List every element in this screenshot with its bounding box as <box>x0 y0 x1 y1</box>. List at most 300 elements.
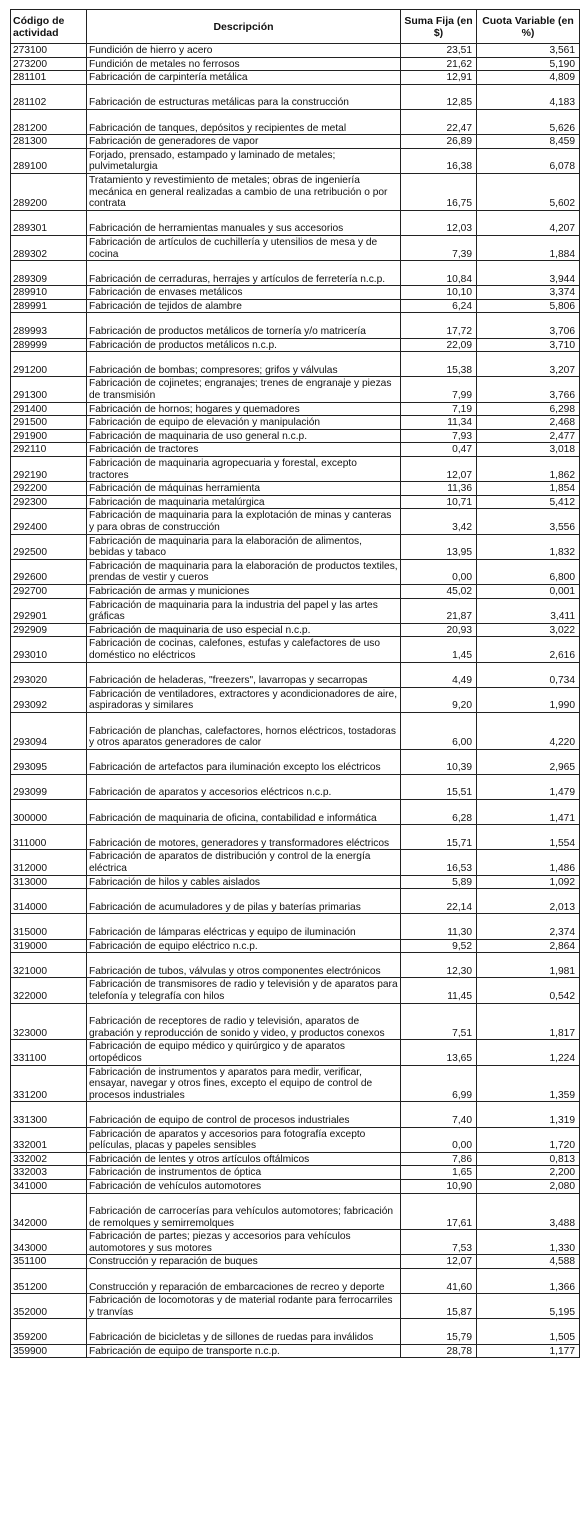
cell-descripcion: Fabricación de envases metálicos <box>87 286 401 300</box>
cell-descripcion: Fabricación de máquinas herramienta <box>87 482 401 496</box>
cell-descripcion: Fabricación de instrumentos y aparatos para medir, verificar, ensayar, navegar y otros fines, excepto el equipo de control de procesos industriales <box>87 1065 401 1102</box>
cell-cuota-variable: 0,813 <box>477 1152 580 1166</box>
cell-suma-fija: 4,49 <box>401 662 477 687</box>
table-row <box>11 416 580 430</box>
cell-codigo: 289991 <box>11 299 87 313</box>
cell-descripcion: Fabricación de equipo de transporte n.c.p. <box>87 1344 401 1358</box>
table-row <box>11 914 580 939</box>
cell-cuota-variable: 1,471 <box>477 800 580 825</box>
cell-cuota-variable: 1,990 <box>477 687 580 712</box>
cell-suma-fija: 20,93 <box>401 623 477 637</box>
cell-codigo: 332003 <box>11 1166 87 1180</box>
cell-codigo: 292700 <box>11 584 87 598</box>
cell-descripcion: Fabricación de maquinaria de uso general n.c.p. <box>87 429 401 443</box>
cell-cuota-variable: 3,710 <box>477 338 580 352</box>
table-row <box>11 299 580 313</box>
cell-cuota-variable: 3,022 <box>477 623 580 637</box>
cell-codigo: 351200 <box>11 1269 87 1294</box>
cell-cuota-variable: 6,298 <box>477 402 580 416</box>
cell-descripcion: Fabricación de cocinas, calefones, estufas y calefactores de uso doméstico no eléctricos <box>87 637 401 662</box>
cell-codigo: 293094 <box>11 712 87 749</box>
table-body <box>11 44 580 1358</box>
document-page <box>10 9 579 1358</box>
table-row <box>11 57 580 71</box>
cell-codigo: 300000 <box>11 800 87 825</box>
cell-codigo: 292400 <box>11 509 87 534</box>
cell-suma-fija: 1,65 <box>401 1166 477 1180</box>
cell-suma-fija: 16,38 <box>401 148 477 173</box>
cell-codigo: 292190 <box>11 457 87 482</box>
cell-cuota-variable: 4,588 <box>477 1255 580 1269</box>
cell-suma-fija: 6,24 <box>401 299 477 313</box>
cell-codigo: 352000 <box>11 1294 87 1319</box>
cell-descripcion: Fabricación de productos metálicos n.c.p. <box>87 338 401 352</box>
cell-descripcion: Fabricación de hilos y cables aislados <box>87 875 401 889</box>
cell-descripcion: Fabricación de carpintería metálica <box>87 71 401 85</box>
cell-cuota-variable: 5,806 <box>477 299 580 313</box>
table-row <box>11 1255 580 1269</box>
cell-suma-fija: 41,60 <box>401 1269 477 1294</box>
cell-codigo: 293095 <box>11 749 87 774</box>
table-row <box>11 584 580 598</box>
cell-codigo: 331300 <box>11 1102 87 1127</box>
cell-codigo: 292110 <box>11 443 87 457</box>
table-row <box>11 978 580 1003</box>
table-row <box>11 1040 580 1065</box>
table-row <box>11 1102 580 1127</box>
cell-cuota-variable: 1,486 <box>477 850 580 875</box>
cell-descripcion: Fabricación de carrocerías para vehículos automotores; fabricación de remolques y semirremolques <box>87 1193 401 1230</box>
cell-cuota-variable: 3,556 <box>477 509 580 534</box>
cell-suma-fija: 13,65 <box>401 1040 477 1065</box>
cell-codigo: 312000 <box>11 850 87 875</box>
cell-codigo: 289993 <box>11 313 87 338</box>
cell-descripcion: Fabricación de tractores <box>87 443 401 457</box>
cell-cuota-variable: 2,374 <box>477 914 580 939</box>
table-row <box>11 1230 580 1255</box>
table-row <box>11 1193 580 1230</box>
cell-codigo: 292901 <box>11 598 87 623</box>
cell-descripcion: Fabricación de tanques, depósitos y recipientes de metal <box>87 109 401 134</box>
table-row <box>11 352 580 377</box>
cell-descripcion: Fabricación de transmisores de radio y televisión y de aparatos para telefonía y telegrafía con hilos <box>87 978 401 1003</box>
table-row <box>11 1152 580 1166</box>
cell-cuota-variable: 3,706 <box>477 313 580 338</box>
cell-descripcion: Fabricación de heladeras, "freezers", lavarropas y secarropas <box>87 662 401 687</box>
cell-codigo: 319000 <box>11 939 87 953</box>
cell-descripcion: Tratamiento y revestimiento de metales; obras de ingeniería mecánica en general realizadas a cambio de una retribución o por contrata <box>87 173 401 210</box>
cell-suma-fija: 6,99 <box>401 1065 477 1102</box>
cell-suma-fija: 11,34 <box>401 416 477 430</box>
cell-cuota-variable: 0,734 <box>477 662 580 687</box>
cell-codigo: 332001 <box>11 1127 87 1152</box>
cell-cuota-variable: 2,616 <box>477 637 580 662</box>
cell-descripcion: Fabricación de equipo de elevación y manipulación <box>87 416 401 430</box>
cell-descripcion: Fundición de hierro y acero <box>87 44 401 58</box>
table-row <box>11 429 580 443</box>
cell-codigo: 289200 <box>11 173 87 210</box>
cell-suma-fija: 12,07 <box>401 1255 477 1269</box>
cell-cuota-variable: 3,374 <box>477 286 580 300</box>
cell-codigo: 322000 <box>11 978 87 1003</box>
cell-cuota-variable: 2,013 <box>477 889 580 914</box>
cell-descripcion: Fabricación de maquinaria de uso especial n.c.p. <box>87 623 401 637</box>
cell-codigo: 289302 <box>11 235 87 260</box>
table-row <box>11 1065 580 1102</box>
cell-suma-fija: 22,09 <box>401 338 477 352</box>
table-row <box>11 509 580 534</box>
cell-suma-fija: 3,42 <box>401 509 477 534</box>
cell-codigo: 292500 <box>11 534 87 559</box>
table-row <box>11 939 580 953</box>
cell-codigo: 292600 <box>11 559 87 584</box>
table-row <box>11 313 580 338</box>
cell-suma-fija: 9,52 <box>401 939 477 953</box>
cell-codigo: 291500 <box>11 416 87 430</box>
activity-rates-table <box>10 9 580 1358</box>
cell-descripcion: Fabricación de cerraduras, herrajes y artículos de ferretería n.c.p. <box>87 261 401 286</box>
cell-cuota-variable: 5,190 <box>477 57 580 71</box>
cell-suma-fija: 15,87 <box>401 1294 477 1319</box>
cell-codigo: 289309 <box>11 261 87 286</box>
cell-suma-fija: 10,10 <box>401 286 477 300</box>
cell-cuota-variable: 1,832 <box>477 534 580 559</box>
cell-descripcion: Fabricación de maquinaria metalúrgica <box>87 495 401 509</box>
cell-suma-fija: 12,30 <box>401 953 477 978</box>
cell-cuota-variable: 4,207 <box>477 210 580 235</box>
cell-suma-fija: 7,86 <box>401 1152 477 1166</box>
table-row <box>11 44 580 58</box>
header-cuota-variable: Cuota Variable (en %) <box>477 10 580 44</box>
table-row <box>11 687 580 712</box>
cell-descripcion: Fabricación de bicicletas y de sillones de ruedas para inválidos <box>87 1319 401 1344</box>
cell-cuota-variable: 2,080 <box>477 1179 580 1193</box>
cell-suma-fija: 10,39 <box>401 749 477 774</box>
cell-descripcion: Fabricación de motores, generadores y transformadores eléctricos <box>87 825 401 850</box>
cell-descripcion: Fabricación de lámparas eléctricas y equipo de iluminación <box>87 914 401 939</box>
cell-cuota-variable: 1,330 <box>477 1230 580 1255</box>
cell-cuota-variable: 0,542 <box>477 978 580 1003</box>
cell-descripcion: Fabricación de maquinaria agropecuaria y forestal, excepto tractores <box>87 457 401 482</box>
cell-codigo: 313000 <box>11 875 87 889</box>
cell-codigo: 315000 <box>11 914 87 939</box>
cell-descripcion: Fabricación de equipo eléctrico n.c.p. <box>87 939 401 953</box>
table-row <box>11 71 580 85</box>
table-row <box>11 109 580 134</box>
cell-codigo: 281101 <box>11 71 87 85</box>
table-row <box>11 800 580 825</box>
cell-suma-fija: 15,38 <box>401 352 477 377</box>
cell-suma-fija: 7,51 <box>401 1003 477 1040</box>
cell-descripcion: Fabricación de equipo de control de procesos industriales <box>87 1102 401 1127</box>
cell-suma-fija: 0,00 <box>401 559 477 584</box>
table-row <box>11 495 580 509</box>
cell-cuota-variable: 5,195 <box>477 1294 580 1319</box>
cell-cuota-variable: 1,854 <box>477 482 580 496</box>
cell-descripcion: Fabricación de acumuladores y de pilas y baterías primarias <box>87 889 401 914</box>
table-row <box>11 559 580 584</box>
cell-cuota-variable: 1,554 <box>477 825 580 850</box>
cell-suma-fija: 23,51 <box>401 44 477 58</box>
cell-suma-fija: 12,91 <box>401 71 477 85</box>
cell-suma-fija: 21,87 <box>401 598 477 623</box>
cell-suma-fija: 17,61 <box>401 1193 477 1230</box>
cell-suma-fija: 0,47 <box>401 443 477 457</box>
table-row <box>11 534 580 559</box>
cell-suma-fija: 7,99 <box>401 377 477 402</box>
table-row <box>11 457 580 482</box>
cell-descripcion: Fabricación de maquinaria para la industria del papel y las artes gráficas <box>87 598 401 623</box>
cell-cuota-variable: 6,078 <box>477 148 580 173</box>
cell-cuota-variable: 1,224 <box>477 1040 580 1065</box>
table-row <box>11 173 580 210</box>
cell-descripcion: Fabricación de receptores de radio y televisión, aparatos de grabación y reproducción de sonido y video, y productos conexos <box>87 1003 401 1040</box>
cell-codigo: 359900 <box>11 1344 87 1358</box>
cell-suma-fija: 45,02 <box>401 584 477 598</box>
cell-suma-fija: 10,90 <box>401 1179 477 1193</box>
cell-codigo: 289100 <box>11 148 87 173</box>
table-row <box>11 1179 580 1193</box>
cell-cuota-variable: 1,720 <box>477 1127 580 1152</box>
cell-descripcion: Fabricación de herramientas manuales y sus accesorios <box>87 210 401 235</box>
cell-cuota-variable: 1,884 <box>477 235 580 260</box>
table-row <box>11 662 580 687</box>
cell-suma-fija: 7,39 <box>401 235 477 260</box>
cell-cuota-variable: 2,477 <box>477 429 580 443</box>
cell-codigo: 332002 <box>11 1152 87 1166</box>
table-row <box>11 1319 580 1344</box>
cell-cuota-variable: 2,200 <box>477 1166 580 1180</box>
cell-cuota-variable: 1,319 <box>477 1102 580 1127</box>
cell-codigo: 293020 <box>11 662 87 687</box>
cell-codigo: 291200 <box>11 352 87 377</box>
cell-descripcion: Fabricación de cojinetes; engranajes; trenes de engranaje y piezas de transmisión <box>87 377 401 402</box>
header-descripcion: Descripción <box>87 10 401 44</box>
cell-suma-fija: 11,30 <box>401 914 477 939</box>
table-row <box>11 148 580 173</box>
table-row <box>11 598 580 623</box>
cell-cuota-variable: 4,220 <box>477 712 580 749</box>
cell-cuota-variable: 5,626 <box>477 109 580 134</box>
header-codigo: Código de actividad <box>11 10 87 44</box>
table-row <box>11 637 580 662</box>
cell-cuota-variable: 8,459 <box>477 135 580 149</box>
table-row <box>11 712 580 749</box>
cell-suma-fija: 12,07 <box>401 457 477 482</box>
cell-codigo: 289301 <box>11 210 87 235</box>
cell-codigo: 311000 <box>11 825 87 850</box>
cell-suma-fija: 17,72 <box>401 313 477 338</box>
cell-suma-fija: 1,45 <box>401 637 477 662</box>
cell-cuota-variable: 6,800 <box>477 559 580 584</box>
cell-codigo: 281200 <box>11 109 87 134</box>
cell-codigo: 293099 <box>11 774 87 799</box>
table-row <box>11 825 580 850</box>
cell-suma-fija: 12,85 <box>401 84 477 109</box>
cell-cuota-variable: 4,183 <box>477 84 580 109</box>
cell-suma-fija: 13,95 <box>401 534 477 559</box>
table-row <box>11 623 580 637</box>
table-row <box>11 235 580 260</box>
table-row <box>11 135 580 149</box>
cell-descripcion: Construcción y reparación de embarcaciones de recreo y deporte <box>87 1269 401 1294</box>
cell-codigo: 281300 <box>11 135 87 149</box>
table-row <box>11 889 580 914</box>
table-row <box>11 261 580 286</box>
cell-codigo: 273200 <box>11 57 87 71</box>
cell-cuota-variable: 1,366 <box>477 1269 580 1294</box>
cell-cuota-variable: 3,018 <box>477 443 580 457</box>
cell-descripcion: Fabricación de aparatos y accesorios eléctricos n.c.p. <box>87 774 401 799</box>
cell-cuota-variable: 3,207 <box>477 352 580 377</box>
cell-suma-fija: 7,19 <box>401 402 477 416</box>
table-row <box>11 402 580 416</box>
table-row <box>11 84 580 109</box>
cell-codigo: 331100 <box>11 1040 87 1065</box>
table-row <box>11 286 580 300</box>
cell-cuota-variable: 1,817 <box>477 1003 580 1040</box>
cell-cuota-variable: 5,602 <box>477 173 580 210</box>
cell-codigo: 343000 <box>11 1230 87 1255</box>
cell-cuota-variable: 3,766 <box>477 377 580 402</box>
cell-cuota-variable: 5,412 <box>477 495 580 509</box>
cell-suma-fija: 10,71 <box>401 495 477 509</box>
cell-codigo: 291300 <box>11 377 87 402</box>
cell-descripcion: Forjado, prensado, estampado y laminado de metales; pulvimetalurgia <box>87 148 401 173</box>
cell-cuota-variable: 3,944 <box>477 261 580 286</box>
table-row <box>11 875 580 889</box>
table-row <box>11 210 580 235</box>
cell-suma-fija: 16,75 <box>401 173 477 210</box>
cell-cuota-variable: 1,981 <box>477 953 580 978</box>
cell-codigo: 291900 <box>11 429 87 443</box>
cell-descripcion: Fabricación de artículos de cuchillería y utensilios de mesa y de cocina <box>87 235 401 260</box>
cell-descripcion: Fabricación de lentes y otros artículos oftálmicos <box>87 1152 401 1166</box>
table-row <box>11 749 580 774</box>
table-row <box>11 1294 580 1319</box>
cell-cuota-variable: 2,965 <box>477 749 580 774</box>
cell-cuota-variable: 0,001 <box>477 584 580 598</box>
cell-codigo: 331200 <box>11 1065 87 1102</box>
table-row <box>11 850 580 875</box>
cell-descripcion: Fabricación de estructuras metálicas para la construcción <box>87 84 401 109</box>
cell-suma-fija: 11,45 <box>401 978 477 1003</box>
cell-suma-fija: 9,20 <box>401 687 477 712</box>
cell-codigo: 323000 <box>11 1003 87 1040</box>
cell-descripcion: Fabricación de locomotoras y de material rodante para ferrocarriles y tranvías <box>87 1294 401 1319</box>
cell-cuota-variable: 1,177 <box>477 1344 580 1358</box>
cell-cuota-variable: 1,092 <box>477 875 580 889</box>
cell-codigo: 289910 <box>11 286 87 300</box>
cell-descripcion: Fabricación de ventiladores, extractores y acondicionadores de aire, aspiradoras y similares <box>87 687 401 712</box>
cell-suma-fija: 7,40 <box>401 1102 477 1127</box>
table-row <box>11 482 580 496</box>
cell-cuota-variable: 1,505 <box>477 1319 580 1344</box>
table-header-row <box>11 10 580 44</box>
header-suma-fija: Suma Fija (en $) <box>401 10 477 44</box>
table-row <box>11 1003 580 1040</box>
cell-suma-fija: 12,03 <box>401 210 477 235</box>
cell-suma-fija: 6,00 <box>401 712 477 749</box>
cell-codigo: 321000 <box>11 953 87 978</box>
cell-suma-fija: 5,89 <box>401 875 477 889</box>
table-row <box>11 774 580 799</box>
cell-descripcion: Fabricación de vehículos automotores <box>87 1179 401 1193</box>
cell-suma-fija: 21,62 <box>401 57 477 71</box>
cell-cuota-variable: 3,411 <box>477 598 580 623</box>
cell-codigo: 351100 <box>11 1255 87 1269</box>
cell-descripcion: Construcción y reparación de buques <box>87 1255 401 1269</box>
cell-suma-fija: 26,89 <box>401 135 477 149</box>
cell-descripcion: Fundición de metales no ferrosos <box>87 57 401 71</box>
cell-suma-fija: 11,36 <box>401 482 477 496</box>
cell-descripcion: Fabricación de maquinaria para la explotación de minas y canteras y para obras de construcción <box>87 509 401 534</box>
cell-codigo: 314000 <box>11 889 87 914</box>
cell-codigo: 273100 <box>11 44 87 58</box>
table-row <box>11 338 580 352</box>
cell-descripcion: Fabricación de armas y municiones <box>87 584 401 598</box>
cell-descripcion: Fabricación de planchas, calefactores, hornos eléctricos, tostadoras y otros aparatos generadores de calor <box>87 712 401 749</box>
cell-suma-fija: 6,28 <box>401 800 477 825</box>
cell-suma-fija: 15,79 <box>401 1319 477 1344</box>
cell-cuota-variable: 2,864 <box>477 939 580 953</box>
cell-suma-fija: 7,53 <box>401 1230 477 1255</box>
cell-descripcion: Fabricación de equipo médico y quirúrgico y de aparatos ortopédicos <box>87 1040 401 1065</box>
cell-descripcion: Fabricación de tejidos de alambre <box>87 299 401 313</box>
cell-descripcion: Fabricación de aparatos y accesorios para fotografía excepto películas, placas y papeles sensibles <box>87 1127 401 1152</box>
cell-cuota-variable: 1,359 <box>477 1065 580 1102</box>
table-row <box>11 377 580 402</box>
cell-descripcion: Fabricación de partes; piezas y accesorios para vehículos automotores y sus motores <box>87 1230 401 1255</box>
cell-suma-fija: 0,00 <box>401 1127 477 1152</box>
cell-cuota-variable: 3,488 <box>477 1193 580 1230</box>
cell-suma-fija: 22,14 <box>401 889 477 914</box>
cell-codigo: 292300 <box>11 495 87 509</box>
cell-codigo: 293092 <box>11 687 87 712</box>
cell-cuota-variable: 1,862 <box>477 457 580 482</box>
table-row <box>11 1166 580 1180</box>
cell-codigo: 359200 <box>11 1319 87 1344</box>
cell-suma-fija: 15,51 <box>401 774 477 799</box>
cell-descripcion: Fabricación de instrumentos de óptica <box>87 1166 401 1180</box>
cell-suma-fija: 10,84 <box>401 261 477 286</box>
cell-cuota-variable: 2,468 <box>477 416 580 430</box>
cell-descripcion: Fabricación de hornos; hogares y quemadores <box>87 402 401 416</box>
cell-descripcion: Fabricación de generadores de vapor <box>87 135 401 149</box>
cell-codigo: 342000 <box>11 1193 87 1230</box>
table-row <box>11 443 580 457</box>
cell-codigo: 291400 <box>11 402 87 416</box>
cell-cuota-variable: 1,479 <box>477 774 580 799</box>
cell-cuota-variable: 3,561 <box>477 44 580 58</box>
cell-suma-fija: 16,53 <box>401 850 477 875</box>
cell-codigo: 293010 <box>11 637 87 662</box>
cell-codigo: 292909 <box>11 623 87 637</box>
cell-codigo: 292200 <box>11 482 87 496</box>
cell-descripcion: Fabricación de bombas; compresores; grifos y válvulas <box>87 352 401 377</box>
table-row <box>11 1127 580 1152</box>
cell-descripcion: Fabricación de artefactos para iluminación excepto los eléctricos <box>87 749 401 774</box>
cell-cuota-variable: 4,809 <box>477 71 580 85</box>
cell-codigo: 289999 <box>11 338 87 352</box>
cell-suma-fija: 7,93 <box>401 429 477 443</box>
cell-descripcion: Fabricación de productos metálicos de tornería y/o matricería <box>87 313 401 338</box>
cell-suma-fija: 28,78 <box>401 1344 477 1358</box>
cell-suma-fija: 22,47 <box>401 109 477 134</box>
cell-codigo: 281102 <box>11 84 87 109</box>
cell-codigo: 341000 <box>11 1179 87 1193</box>
cell-descripcion: Fabricación de aparatos de distribución y control de la energía eléctrica <box>87 850 401 875</box>
